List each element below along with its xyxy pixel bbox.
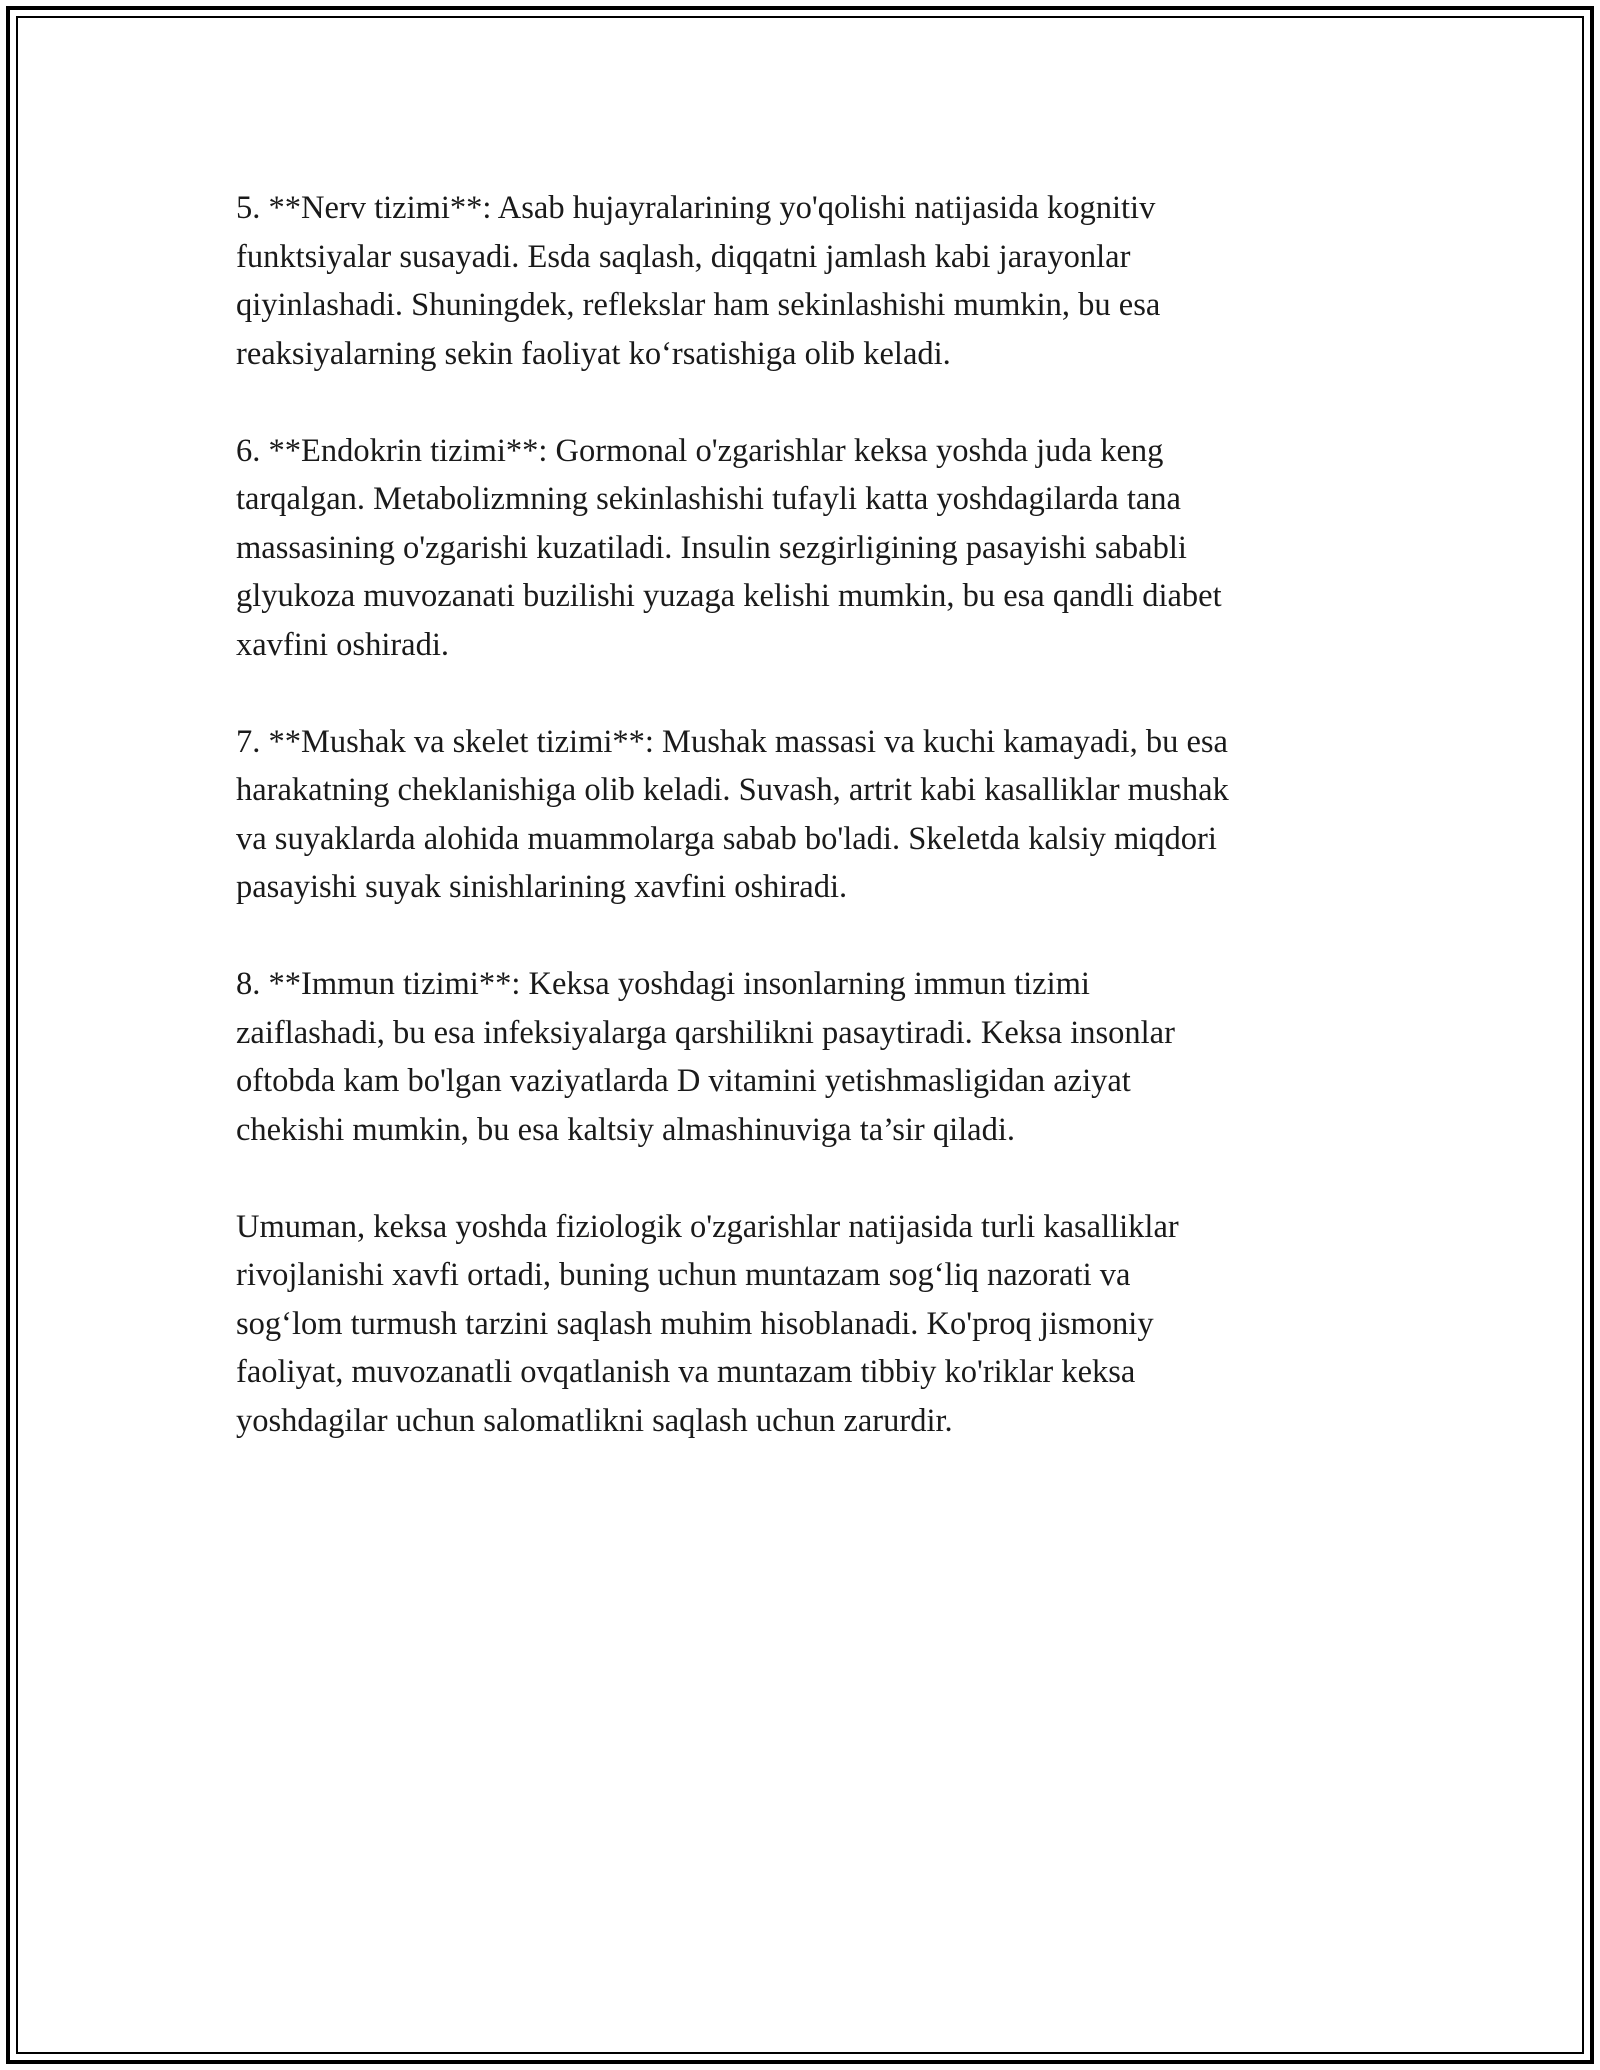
paragraph-conclusion xyxy=(236,1203,1376,1446)
paragraph-mushak-skelet-tizimi xyxy=(236,718,1376,912)
document-body xyxy=(236,184,1376,1445)
paragraph-nerv-tizimi xyxy=(236,184,1376,378)
text-line: 8. **Immun tizimi**: Keksa yoshdagi insonlarning immun tizimi xyxy=(236,966,1090,1002)
text-line: harakatning cheklanishiga olib keladi. Suvash, artrit kabi kasalliklar mushak xyxy=(236,772,1229,808)
text-line: chekishi mumkin, bu esa kaltsiy almashinuviga ta’sir qiladi. xyxy=(236,1111,1015,1148)
text-line: yoshdagilar uchun salomatlikni saqlash uchun zarurdir. xyxy=(236,1402,953,1439)
text-line: va suyaklarda alohida muammolarga sabab bo'ladi. Skeletda kalsiy miqdori xyxy=(236,820,1217,857)
text-line: 5. **Nerv tizimi**: Asab hujayralarining yo'qolishi natijasida kognitiv xyxy=(236,190,1156,226)
paragraph-immun-tizimi xyxy=(236,960,1376,1154)
text-line: sog‘lom turmush tarzini saqlash muhim hisoblanadi. Ko'proq jismoniy xyxy=(236,1305,1154,1342)
text-line: faoliyat, muvozanatli ovqatlanish va muntazam tibbiy ko'riklar keksa xyxy=(236,1354,1136,1390)
text-line: funktsiyalar susayadi. Esda saqlash, diqqatni jamlash kabi jarayonlar xyxy=(236,238,1131,275)
text-line: massasining o'zgarishi kuzatiladi. Insulin sezgirligining pasayishi sababli xyxy=(236,529,1187,566)
text-line: rivojlanishi xavfi ortadi, buning uchun muntazam sog‘liq nazorati va xyxy=(236,1257,1131,1293)
text-line: oftobda kam bo'lgan vaziyatlarda D vitamini yetishmasligidan aziyat xyxy=(236,1063,1131,1099)
paragraph-endokrin-tizimi xyxy=(236,427,1376,670)
text-line: 6. **Endokrin tizimi**: Gormonal o'zgarishlar keksa yoshda juda keng xyxy=(236,432,1164,469)
text-line: Umuman, keksa yoshda fiziologik o'zgarishlar natijasida turli kasalliklar xyxy=(236,1208,1179,1245)
text-line: qiyinlashadi. Shuningdek, reflekslar ham sekinlashishi mumkin, bu esa xyxy=(236,287,1161,323)
text-line: pasayishi suyak sinishlarining xavfini oshiradi. xyxy=(236,869,848,905)
text-line: reaksiyalarning sekin faoliyat ko‘rsatishiga olib keladi. xyxy=(236,335,951,372)
text-line: zaiflashadi, bu esa infeksiyalarga qarshilikni pasaytiradi. Keksa insonlar xyxy=(236,1014,1175,1051)
text-line: xavfini oshiradi. xyxy=(236,626,450,663)
text-line: 7. **Mushak va skelet tizimi**: Mushak massasi va kuchi kamayadi, bu esa xyxy=(236,723,1228,760)
text-line: glyukoza muvozanati buzilishi yuzaga kelishi mumkin, bu esa qandli diabet xyxy=(236,578,1222,614)
text-line: tarqalgan. Metabolizmning sekinlashishi tufayli katta yoshdagilarda tana xyxy=(236,481,1181,517)
